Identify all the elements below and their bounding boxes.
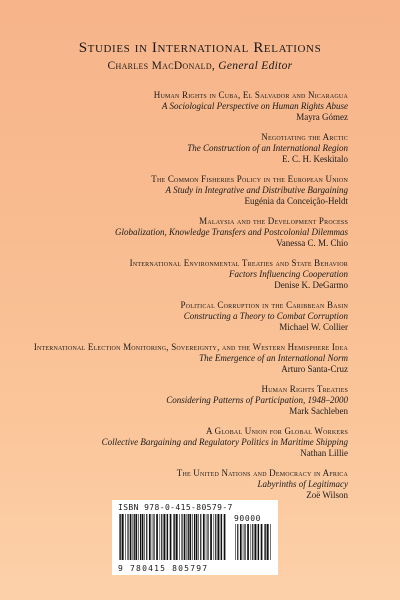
editor-role: General Editor: [218, 60, 293, 72]
ean-number: 9 780415 805797: [118, 564, 209, 573]
book-subtitle: Collective Bargaining and Regulatory Politics in Maritime Shipping: [101, 437, 348, 447]
book-title: The Common Fisheries Policy in the European Union: [151, 174, 348, 184]
book-entry: [18, 90, 348, 123]
book-title: Negotiating the Arctic: [261, 132, 348, 142]
book-title: Malaysia and the Development Process: [199, 216, 348, 226]
book-title: Political Corruption in the Caribbean Basin: [180, 300, 348, 310]
book-author: Vanessa C. M. Chio: [276, 238, 348, 248]
book-subtitle: Factors Influencing Cooperation: [229, 269, 348, 279]
book-author: Arturo Santa-Cruz: [281, 364, 348, 374]
book-entry: [18, 300, 348, 333]
book-title: Human Rights Treaties: [261, 384, 348, 394]
book-subtitle: Constructing a Theory to Combat Corruption: [183, 311, 348, 321]
book-list: [18, 90, 348, 510]
book-title: The United Nations and Democracy in Africa: [176, 468, 348, 478]
isbn-text: ISBN 978-0-415-80579-7: [118, 503, 233, 512]
book-title: A Global Union for Global Workers: [205, 426, 348, 436]
book-entry: [18, 426, 348, 459]
book-author: Mark Sachleben: [289, 406, 348, 416]
book-author: Nathan Lillie: [300, 448, 348, 458]
book-subtitle: Globalization, Knowledge Transfers and Postcolonial Dilemmas: [114, 227, 348, 237]
book-author: Eugénia da Conceição-Heldt: [244, 196, 348, 206]
book-subtitle: Considering Patterns of Participation, 1948–2000: [166, 395, 348, 405]
book-entry: [18, 174, 348, 207]
book-author: Zoë Wilson: [306, 490, 348, 500]
book-author: E. C. H. Keskitalo: [282, 154, 348, 164]
book-title: International Environmental Treaties and State Behavior: [129, 258, 348, 268]
book-entry: [18, 258, 348, 291]
addon-number: 90000: [234, 514, 262, 523]
book-subtitle: A Sociological Perspective on Human Rights Abuse: [161, 101, 348, 111]
book-subtitle: The Construction of an International Region: [187, 143, 348, 153]
book-entry: [18, 468, 348, 501]
book-entry: [18, 342, 348, 375]
series-title: Studies in International Relations: [78, 40, 322, 56]
ean-barcode-bars: [118, 514, 228, 560]
book-author: Michael W. Collier: [279, 322, 348, 332]
editor-name: Charles MacDonald,: [107, 60, 216, 72]
book-author: Mayra Gómez: [296, 112, 348, 122]
book-title: Human Rights in Cuba, El Salvador and Nicaragua: [153, 90, 348, 100]
book-entry: [18, 384, 348, 417]
addon-block: [234, 514, 272, 564]
book-subtitle: A Study in Integrative and Distributive Bargaining: [165, 185, 348, 195]
book-subtitle: Labyrinths of Legitimacy: [257, 479, 348, 489]
isbn-barcode: [112, 500, 278, 575]
series-header: [0, 40, 400, 72]
book-subtitle: The Emergence of an International Norm: [199, 353, 348, 363]
book-author: Denise K. DeGarmo: [274, 280, 348, 290]
book-entry: [18, 132, 348, 165]
book-title: International Election Monitoring, Sovereignty, and the Western Hemisphere Idea: [33, 342, 348, 352]
book-entry: [18, 216, 348, 249]
addon-barcode-bars: [234, 524, 272, 560]
general-editor: [0, 60, 400, 72]
